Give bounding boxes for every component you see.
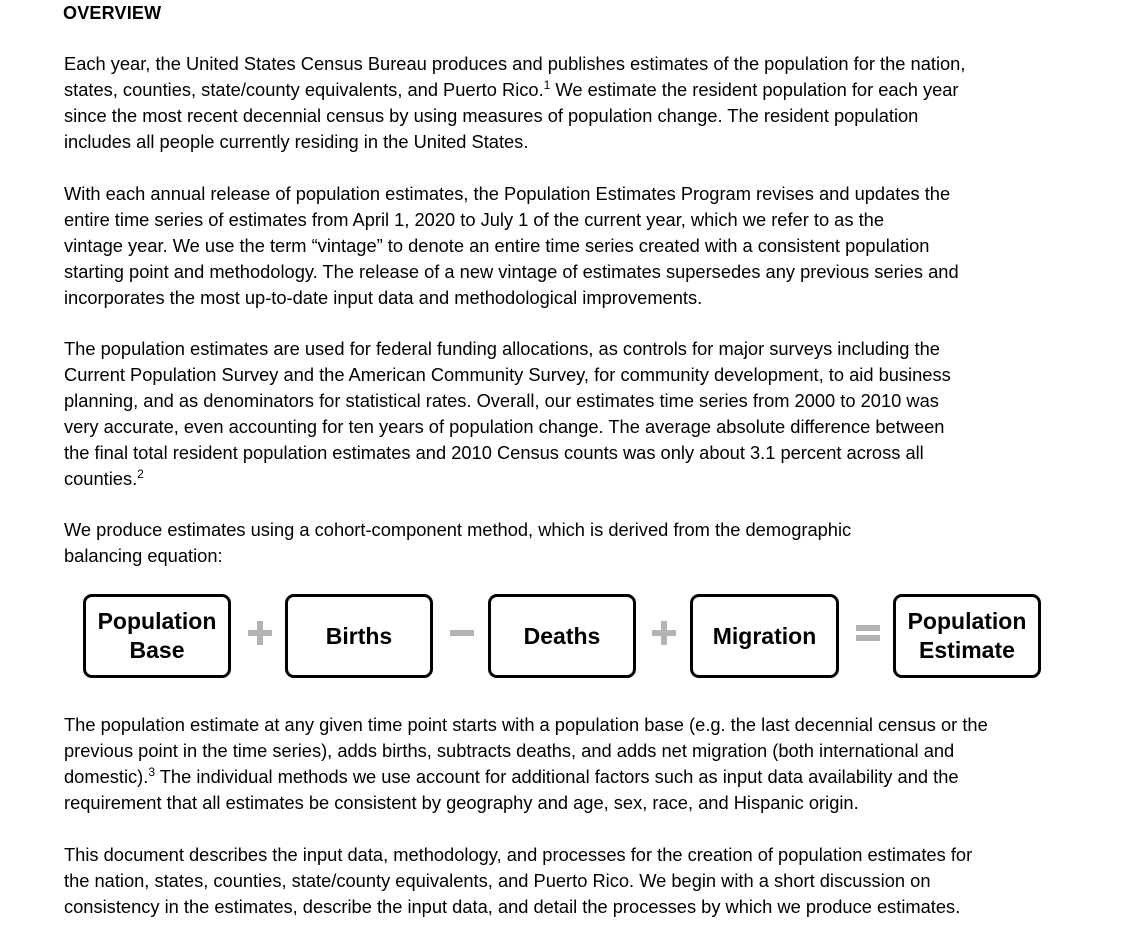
box-label: Estimate xyxy=(919,637,1015,663)
plus-icon xyxy=(651,620,677,646)
text-line: previous point in the time series), adds births, subtracts deaths, and adds net migration (both international and xyxy=(64,740,955,761)
paragraph-uses xyxy=(64,336,1049,492)
text-line xyxy=(64,764,1049,790)
text-segment: domestic). xyxy=(64,766,149,787)
paragraph-vintage xyxy=(64,181,1049,311)
births-box xyxy=(285,594,433,678)
equals-icon xyxy=(855,620,881,646)
text-line: balancing equation: xyxy=(64,545,223,566)
text-line: The population estimates are used for federal funding allocations, as controls for major surveys including the xyxy=(64,338,940,359)
text-line: incorporates the most up-to-date input data and methodological improvements. xyxy=(64,287,703,308)
section-heading: OVERVIEW xyxy=(63,3,162,23)
footnote-ref-1: 1 xyxy=(543,78,551,92)
text-line xyxy=(64,466,1049,492)
text-line: entire time series of estimates from April 1, 2020 to July 1 of the current year, which we refer to as the xyxy=(64,209,884,230)
paragraph-intro xyxy=(64,51,1049,155)
text-line: includes all people currently residing in the United States. xyxy=(64,131,529,152)
paragraph-scope xyxy=(64,842,1049,920)
text-line: consistency in the estimates, describe the input data, and detail the processes by which we produce estimates. xyxy=(64,896,961,917)
box-label: Base xyxy=(129,637,185,663)
population-base-box xyxy=(83,594,231,678)
deaths-box xyxy=(488,594,636,678)
migration-box xyxy=(690,594,839,678)
footnote-ref-3: 3 xyxy=(148,765,156,779)
minus-icon xyxy=(449,620,475,646)
text-segment: counties. xyxy=(64,468,138,489)
text-line xyxy=(64,77,1049,103)
text-line: starting point and methodology. The release of a new vintage of estimates supersedes any previous series and xyxy=(64,261,959,282)
text-line: the nation, states, counties, state/county equivalents, and Puerto Rico. We begin with a short discussion on xyxy=(64,870,931,891)
paragraph-method xyxy=(64,517,1049,569)
balancing-equation-diagram xyxy=(0,592,1146,686)
box-label: Population xyxy=(97,608,217,634)
text-segment: Each year, the United States Census Bureau produces and publishes estimates of the population for the nation, xyxy=(64,53,966,74)
footnote-ref-2: 2 xyxy=(137,467,144,481)
box-label: Population xyxy=(907,608,1027,634)
box-label: Births xyxy=(325,622,393,649)
text-line: vintage year. We use the term “vintage” to denote an entire time series created with a consistent population xyxy=(64,235,930,256)
box-label: Deaths xyxy=(523,622,601,649)
population-estimate-box xyxy=(893,594,1041,678)
text-line: We produce estimates using a cohort-component method, which is derived from the demographic xyxy=(64,519,852,540)
text-line: With each annual release of population estimates, the Population Estimates Program revises and updates the xyxy=(64,183,951,204)
text-line: planning, and as denominators for statistical rates. Overall, our estimates time series from 2000 to 2010 was xyxy=(64,390,939,411)
text-line: very accurate, even accounting for ten years of population change. The average absolute difference between xyxy=(64,416,945,437)
text-segment: We estimate the resident population for each year xyxy=(550,79,959,100)
text-line: Current Population Survey and the American Community Survey, for community development, to aid business xyxy=(64,364,951,385)
box-label: Migration xyxy=(712,622,817,649)
text-segment: states, counties, state/county equivalents, and Puerto Rico. xyxy=(64,79,544,100)
text-line: since the most recent decennial census by using measures of population change. The resident population xyxy=(64,105,919,126)
text-line: This document describes the input data, methodology, and processes for the creation of population estimates for xyxy=(64,844,973,865)
text-line: the final total resident population estimates and 2010 Census counts was only about 3.1 percent across all xyxy=(64,442,924,463)
paragraph-components xyxy=(64,712,1049,816)
text-line: requirement that all estimates be consistent by geography and age, sex, race, and Hispanic origin. xyxy=(64,792,859,813)
text-line: The population estimate at any given time point starts with a population base (e.g. the last decennial census or the xyxy=(64,714,988,735)
plus-icon xyxy=(247,620,273,646)
text-segment: The individual methods we use account for additional factors such as input data availability and the xyxy=(155,766,959,787)
text-line xyxy=(64,51,1049,77)
